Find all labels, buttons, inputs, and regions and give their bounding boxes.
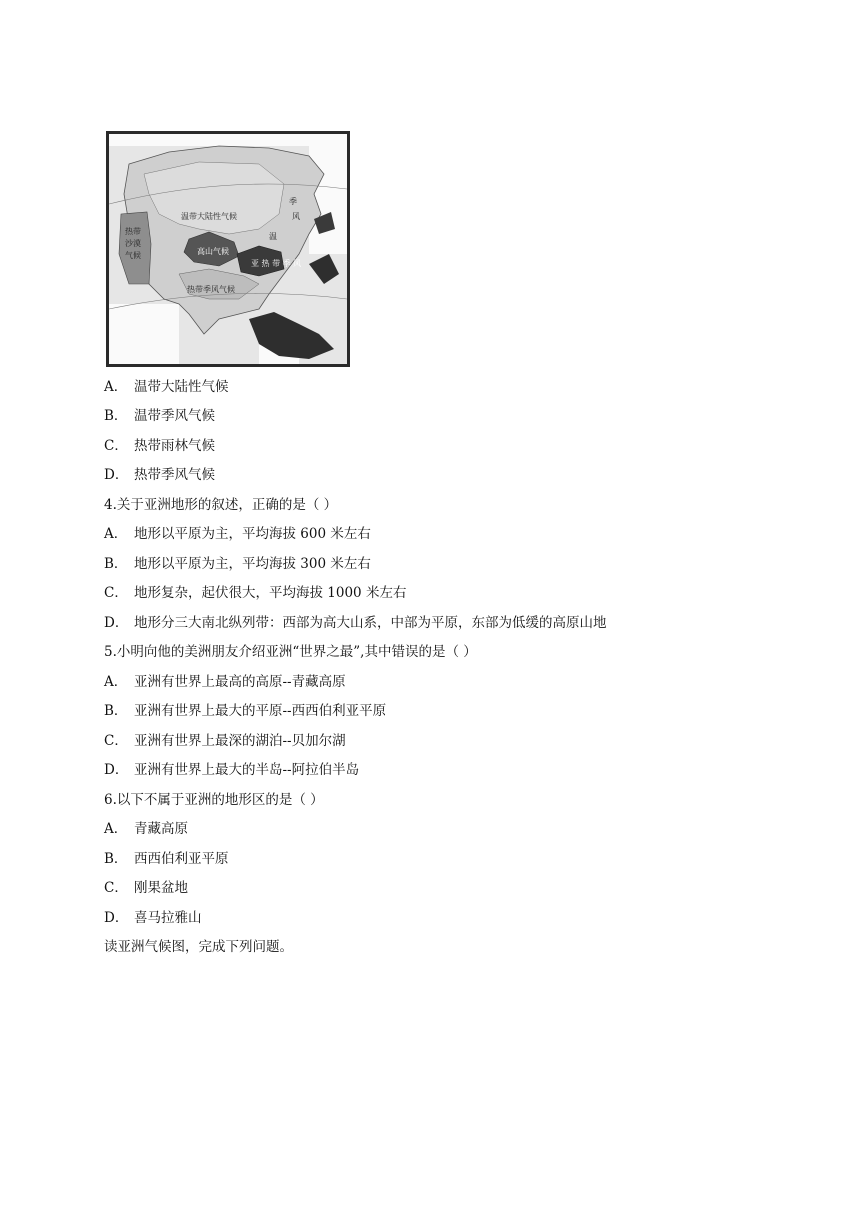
option-text: 地形以平原为主，平均海拔 300 米左右 (134, 556, 371, 572)
asia-climate-map (106, 131, 350, 367)
option-text: 喜马拉雅山 (134, 910, 202, 926)
label-tropical-desert-2: 沙漠 (125, 239, 141, 248)
option-letter: B． (104, 703, 128, 719)
option-letter: C． (104, 733, 128, 749)
option-letter: A． (104, 821, 128, 837)
q6-option-c (104, 879, 188, 897)
q4-option-d (104, 614, 607, 632)
option-text: 热带雨林气候 (134, 438, 215, 454)
option-letter: D． (104, 910, 129, 926)
option-letter: B． (104, 408, 128, 424)
q6-option-d (104, 909, 202, 927)
option-text: 热带季风气候 (134, 467, 215, 483)
option-text: 西西伯利亚平原 (134, 851, 229, 867)
option-text: 亚洲有世界上最大的平原--西西伯利亚平原 (134, 703, 387, 719)
option-text: 地形分三大南北纵列带：西部为高大山系，中部为平原，东部为低缓的高原山地 (134, 615, 607, 631)
q6-option-a (104, 820, 188, 838)
option-text: 青藏高原 (134, 821, 188, 837)
label-temperate-monsoon-1: 季 (289, 197, 297, 206)
label-tropical-monsoon: 热带季风气候 (187, 285, 235, 294)
option-letter: A． (104, 674, 128, 690)
q5-option-a (104, 673, 346, 691)
q6-option-b (104, 850, 229, 868)
q4-option-b (104, 555, 371, 573)
label-wen: 温 (269, 232, 277, 241)
q4-option-a (104, 525, 371, 543)
option-text: 地形以平原为主，平均海拔 600 米左右 (134, 526, 371, 542)
q5-option-b (104, 702, 386, 720)
q4-option-c (104, 584, 406, 602)
option-letter: C． (104, 880, 128, 896)
q3-option-a (104, 378, 229, 396)
option-letter: A． (104, 379, 128, 395)
label-temperate-monsoon-2: 风 (292, 212, 300, 221)
option-text: 亚洲有世界上最大的半岛--阿拉伯半岛 (134, 762, 360, 778)
reading-prompt: 读亚洲气候图，完成下列问题。 (104, 939, 293, 955)
option-letter: B． (104, 556, 128, 572)
q5-stem: 5.小明向他的美洲朋友介绍亚洲“世界之最”,其中错误的是（ ） (104, 644, 477, 660)
label-subtropical-monsoon: 亚 热 带 季 风 (251, 259, 302, 268)
option-text: 刚果盆地 (134, 880, 188, 896)
option-letter: D． (104, 467, 129, 483)
q5-option-c (104, 732, 346, 750)
option-text: 温带大陆性气候 (134, 379, 229, 395)
q3-option-c (104, 437, 215, 455)
label-tropical-desert-1: 热带 (125, 227, 141, 236)
q6-stem: 6.以下不属于亚洲的地形区的是（ ） (104, 792, 324, 808)
label-temperate-continental: 温带大陆性气候 (181, 212, 237, 221)
option-letter: C． (104, 585, 128, 601)
option-letter: C． (104, 438, 128, 454)
q3-option-b (104, 407, 215, 425)
option-letter: D． (104, 762, 129, 778)
option-text: 亚洲有世界上最高的高原--青藏高原 (134, 674, 346, 690)
option-letter: D． (104, 615, 129, 631)
asia-climate-map-drawing (109, 134, 347, 364)
q5-option-d (104, 761, 359, 779)
label-tropical-desert-3: 气候 (125, 251, 141, 260)
q3-option-d (104, 466, 215, 484)
q4-stem: 4.关于亚洲地形的叙述，正确的是（ ） (104, 497, 338, 513)
option-letter: A． (104, 526, 128, 542)
label-highland: 高山气候 (197, 247, 229, 256)
option-text: 地形复杂，起伏很大，平均海拔 1000 米左右 (134, 585, 407, 601)
option-text: 亚洲有世界上最深的湖泊--贝加尔湖 (134, 733, 346, 749)
option-text: 温带季风气候 (134, 408, 215, 424)
option-letter: B． (104, 851, 128, 867)
